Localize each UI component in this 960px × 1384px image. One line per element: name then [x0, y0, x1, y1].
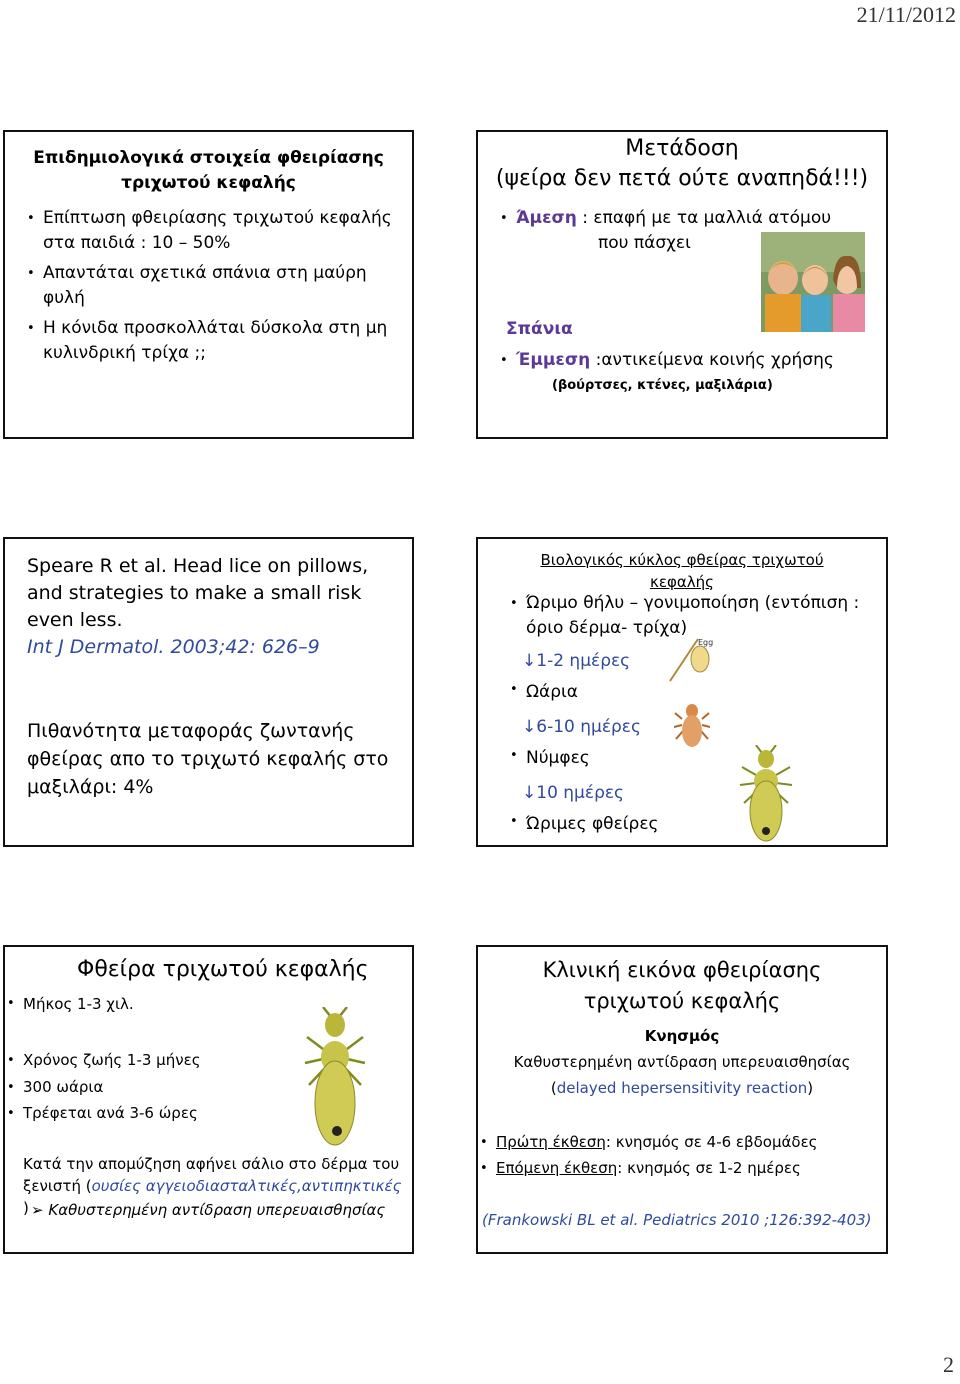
item-text: Μήκος 1-3 χιλ.: [23, 995, 134, 1013]
slide-title: [5, 146, 412, 196]
title-line: τριχωτού κεφαλής: [121, 173, 296, 193]
stage-text: Ώριμες φθείρες: [526, 814, 659, 834]
item-text: Τρέφεται ανά 3-6 ώρες: [23, 1104, 198, 1122]
direct-transmission: • Άμεση : επαφή με τα μαλλιά ατόμου που πάσχει: [500, 206, 831, 256]
adult-louse-image: [303, 1007, 367, 1149]
exposure-list: [480, 1129, 817, 1181]
para-text: ): [23, 1199, 29, 1217]
louse-icon: [738, 745, 794, 845]
stage-text: Ωάρια: [526, 682, 578, 702]
stage-text: Νύμφες: [526, 748, 590, 768]
item-text: Απαντάται σχετικά σπάνια στη μαύρη: [43, 263, 367, 283]
stage-eggs: • Ωάρια: [510, 682, 578, 702]
item-text: στα παιδιά : 10 – 50%: [43, 233, 231, 253]
nymph-image: [674, 701, 710, 751]
list-item: • Επόμενη έκθεση: κνησμός σε 1-2 ημέρες: [480, 1159, 801, 1177]
arrow-item-text: Καθυστερημένη αντίδραση υπερευαισθησίας: [48, 1201, 386, 1219]
item-text: κυλινδρική τρίχα ;;: [43, 343, 206, 363]
rare-label: Σπάνια: [506, 319, 573, 339]
indirect-label: Έμμεση: [516, 350, 591, 370]
stage-adult-female: • Ώριμο θήλυ – γονιμοποίηση (εντόπιση : όριο δέρμα- τρίχα): [510, 591, 859, 641]
egg-icon: [668, 635, 718, 683]
paren: (: [550, 1079, 557, 1097]
direct-text: : επαφή με τα μαλλιά ατόμου: [576, 208, 832, 228]
exposure-text: : κνησμός σε 1-2 ημέρες: [617, 1159, 801, 1177]
down-arrow-icon: ↓: [522, 783, 537, 803]
bullet-list: [7, 1047, 201, 1127]
adult-louse-image: [738, 745, 794, 845]
list-item: • Μήκος 1-3 χιλ.: [7, 995, 134, 1013]
finding-line: φθείρας απο το τριχωτό κεφαλής στο: [27, 748, 389, 770]
slide-title: [478, 134, 886, 194]
step-label: 6-10 ημέρες: [536, 717, 641, 737]
slide-transmission: [476, 130, 888, 439]
exposure-label: Πρώτη έκθεση: [496, 1133, 606, 1151]
page-number: 2: [943, 1352, 954, 1377]
title-line: Κλινική εικόνα φθειρίασης: [542, 958, 822, 982]
citation: (Frankowski BL et al. Pediatrics 2010 ;126:392-403): [482, 1211, 872, 1229]
children-photo-image: [761, 232, 865, 332]
list-item: • Πρώτη έκθεση: κνησμός σε 4-6 εβδομάδες: [480, 1133, 818, 1151]
down-arrow-icon: ↓: [522, 651, 537, 671]
slide-title: [478, 955, 886, 1017]
exposure-label: Επόμενη έκθεση: [496, 1159, 618, 1177]
reference-line: even less.: [27, 609, 123, 631]
louse-icon: [303, 1007, 367, 1149]
finding-line: Πιθανότητα μεταφοράς ζωντανής: [27, 720, 355, 742]
description-line: [478, 1075, 886, 1101]
para-text: ξενιστή (: [23, 1177, 92, 1195]
stage-nymphs: • Νύμφες: [510, 748, 590, 768]
egg-label: Egg: [698, 638, 714, 647]
item-text: Η κόνιδα προσκολλάται δύσκολα στη μη: [43, 318, 388, 338]
finding-line: μαξιλάρι: 4%: [27, 776, 154, 798]
subtitle: Κνησμός: [644, 1027, 720, 1045]
itch-description: [478, 1023, 886, 1101]
title-line: (ψείρα δεν πετά ούτε αναπηδά!!!): [495, 166, 869, 191]
item-text: φυλή: [43, 288, 85, 308]
down-arrow-icon: ↓: [522, 717, 537, 737]
list-item: • Χρόνος ζωής 1-3 μήνες: [7, 1051, 201, 1069]
description-line: Καθυστερημένη αντίδραση υπερευαισθησίας: [513, 1053, 851, 1071]
slide-title: Φθείρα τριχωτού κεφαλής: [77, 957, 369, 982]
stage-text: Ώριμο θήλυ – γονιμοποίηση (εντόπιση :: [526, 593, 860, 613]
journal-citation: Int J Dermatol. 2003;42: 626–9: [27, 636, 320, 658]
item-text: Επίπτωση φθειρίασης τριχωτού κεφαλής: [43, 208, 392, 228]
title-line: κεφαλής: [650, 573, 714, 591]
step-3: [522, 783, 624, 803]
slide-louse-facts: [3, 945, 414, 1254]
slide-clinical-picture: [476, 945, 888, 1254]
list-item: • Απαντάται σχετικά σπάνια στη μαύρη φυλή: [27, 261, 392, 311]
step-label: 1-2 ημέρες: [536, 651, 631, 671]
arrow-item: [31, 1201, 385, 1219]
reference-line: and strategies to make a small risk: [27, 582, 362, 604]
title-line: Βιολογικός κύκλος φθείρας τριχωτού: [540, 551, 824, 569]
list-item: • Η κόνιδα προσκολλάται δύσκολα στη μη κυλινδρική τρίχα ;;: [27, 316, 392, 366]
finding: [27, 717, 388, 801]
step-1: [522, 651, 630, 671]
list-item: • 300 ωάρια: [7, 1077, 104, 1096]
stage-adults: • Ώριμες φθείρες: [510, 814, 659, 834]
egg-image: [668, 635, 718, 683]
children-photo: [761, 232, 865, 332]
title-line: Μετάδοση: [625, 136, 739, 161]
list-item: • Τρέφεται ανά 3-6 ώρες: [7, 1104, 198, 1122]
print-date: 21/11/2012: [856, 2, 956, 27]
para-line: Κατά την απομύζηση αφήνει σάλιο στο δέρμα του: [23, 1155, 400, 1173]
step-2: [522, 717, 641, 737]
reference-line: Speare R et al. Head lice on pillows,: [27, 555, 369, 577]
direct-label: Άμεση: [516, 208, 577, 228]
slide-epidemiology: [3, 130, 414, 439]
step-label: 10 ημέρες: [536, 783, 625, 803]
nymph-icon: [674, 701, 710, 751]
title-line: Επιδημιολογικά στοιχεία φθειρίασης: [33, 148, 384, 168]
slide-pillow-study: [3, 537, 414, 847]
indirect-transmission: • Έμμεση :αντικείμενα κοινής χρήσης: [500, 350, 834, 370]
indirect-examples: (βούρτσες, κτένες, μαξιλάρια): [552, 378, 773, 393]
english-term: delayed hepersensitivity reaction: [556, 1079, 808, 1097]
slide-life-cycle: [476, 537, 888, 847]
indirect-text: :αντικείμενα κοινής χρήσης: [590, 350, 834, 370]
item-text: 300 ωάρια: [23, 1077, 104, 1096]
list-item: • Επίπτωση φθειρίασης τριχωτού κεφαλής στα παιδιά : 10 – 50%: [27, 206, 392, 256]
substances-text: ουσίες αγγειοδιασταλτικές,αντιπηκτικές: [91, 1177, 402, 1195]
exposure-text: : κνησμός σε 4-6 εβδομάδες: [605, 1133, 818, 1151]
stage-text: όριο δέρμα- τρίχα): [526, 618, 688, 638]
item-text: Χρόνος ζωής 1-3 μήνες: [23, 1051, 201, 1069]
paren: ): [807, 1079, 814, 1097]
bullet-list: [27, 206, 392, 366]
arrow-bullet-icon: ➢: [31, 1201, 44, 1219]
reference: [27, 553, 368, 661]
title-line: τριχωτού κεφαλής: [583, 989, 781, 1013]
direct-text-cont: που πάσχει: [598, 233, 691, 253]
slide-title: [478, 549, 886, 593]
